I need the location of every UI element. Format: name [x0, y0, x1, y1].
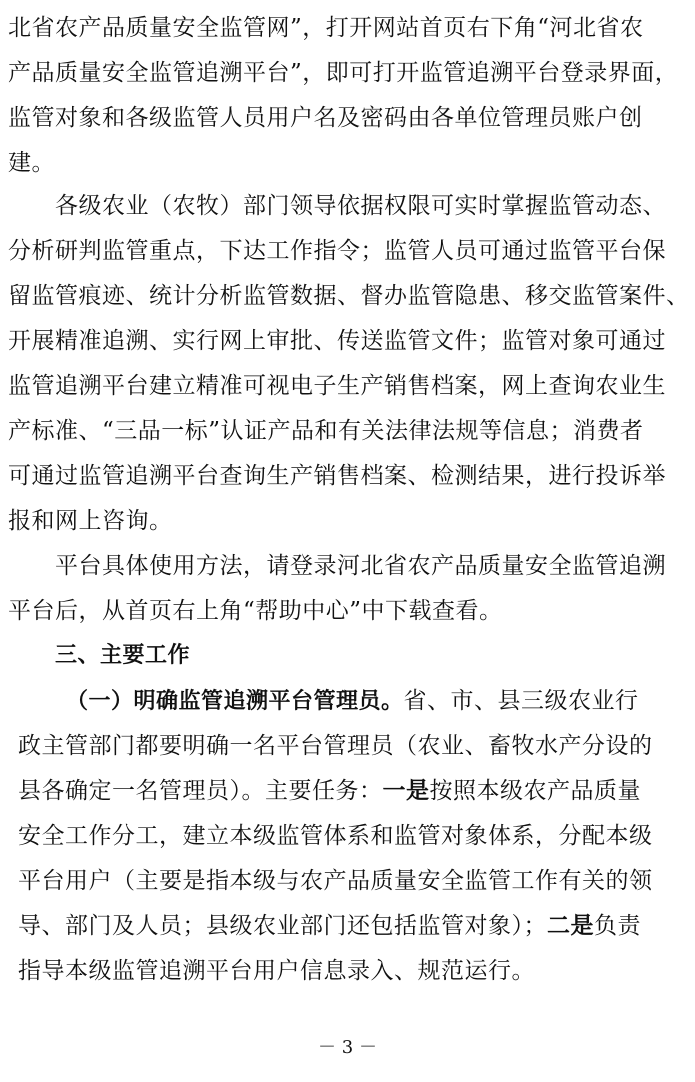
subsection-title: （一）明确监管追溯平台管理员。 [66, 689, 404, 714]
paragraph-line-12: 报和网上咨询。 [8, 508, 173, 534]
paragraph-line-6: 分析研判监管重点，下达工作指令；监管人员可通过监管平台保 [8, 238, 666, 264]
subsection-line-6 [18, 911, 695, 941]
paragraph-line-2: 产品质量安全监管追溯平台”，即可打开监管追溯平台登录界面， [8, 60, 679, 86]
page-number: － 3 － [318, 1037, 377, 1058]
task-two-text: 负责 [594, 913, 641, 939]
section-heading: 三、主要工作 [55, 643, 191, 668]
paragraph-line-5: 各级农业（农牧）部门领导依据权限可实时掌握监管动态、 [55, 193, 666, 219]
paragraph-line-14: 平台后，从首页右上角“帮助中心”中下载查看。 [8, 598, 503, 624]
paragraph-line-10: 产标准、“三品一标”认证产品和有关法律法规等信息；消费者 [8, 418, 644, 444]
subsection-first-line [66, 686, 695, 717]
task-one-text: 按照本级农产品质量 [429, 778, 641, 804]
subsection-line-2: 政主管部门都要明确一名平台管理员（农业、畜牧水产分设的 [18, 733, 653, 759]
paragraph-line-9: 监管追溯平台建立精准可视电子生产销售档案，网上查询农业生 [8, 373, 666, 399]
paragraph-line-7: 留监管痕迹、统计分析监管数据、督办监管隐患、移交监管案件、 [8, 283, 690, 309]
subsection-line1-rest: 省、市、县三级农业行 [403, 688, 639, 714]
subsection-line-5: 平台用户（主要是指本级与农产品质量安全监管工作有关的领 [18, 868, 653, 894]
subsection-line-7: 指导本级监管追溯平台用户信息录入、规范运行。 [18, 958, 535, 984]
paragraph-line-8: 开展精准追溯、实行网上审批、传送监管文件；监管对象可通过 [8, 328, 666, 354]
task-two-label: 二是 [547, 912, 594, 939]
paragraph-line-4: 建。 [8, 150, 55, 176]
paragraph-line-1: 北省农产品质量安全监管网”，打开网站首页右下角“河北省农 [8, 15, 644, 41]
paragraph-line-13: 平台具体使用方法，请登录河北省农产品质量安全监管追溯 [55, 553, 666, 579]
subsection-line-3-text: 县各确定一名管理员）。主要任务： [18, 778, 383, 804]
subsection-line-4: 安全工作分工，建立本级监管体系和监管对象体系，分配本级 [18, 823, 653, 849]
paragraph-line-3: 监管对象和各级监管人员用户名及密码由各单位管理员账户创 [8, 105, 643, 131]
paragraph-line-11: 可通过监管追溯平台查询生产销售档案、检测结果，进行投诉举 [8, 463, 666, 489]
task-one-label: 一是 [382, 777, 430, 804]
subsection-line-3 [18, 776, 695, 806]
subsection-line-6-text: 导、部门及人员；县级农业部门还包括监管对象）； [18, 913, 547, 939]
